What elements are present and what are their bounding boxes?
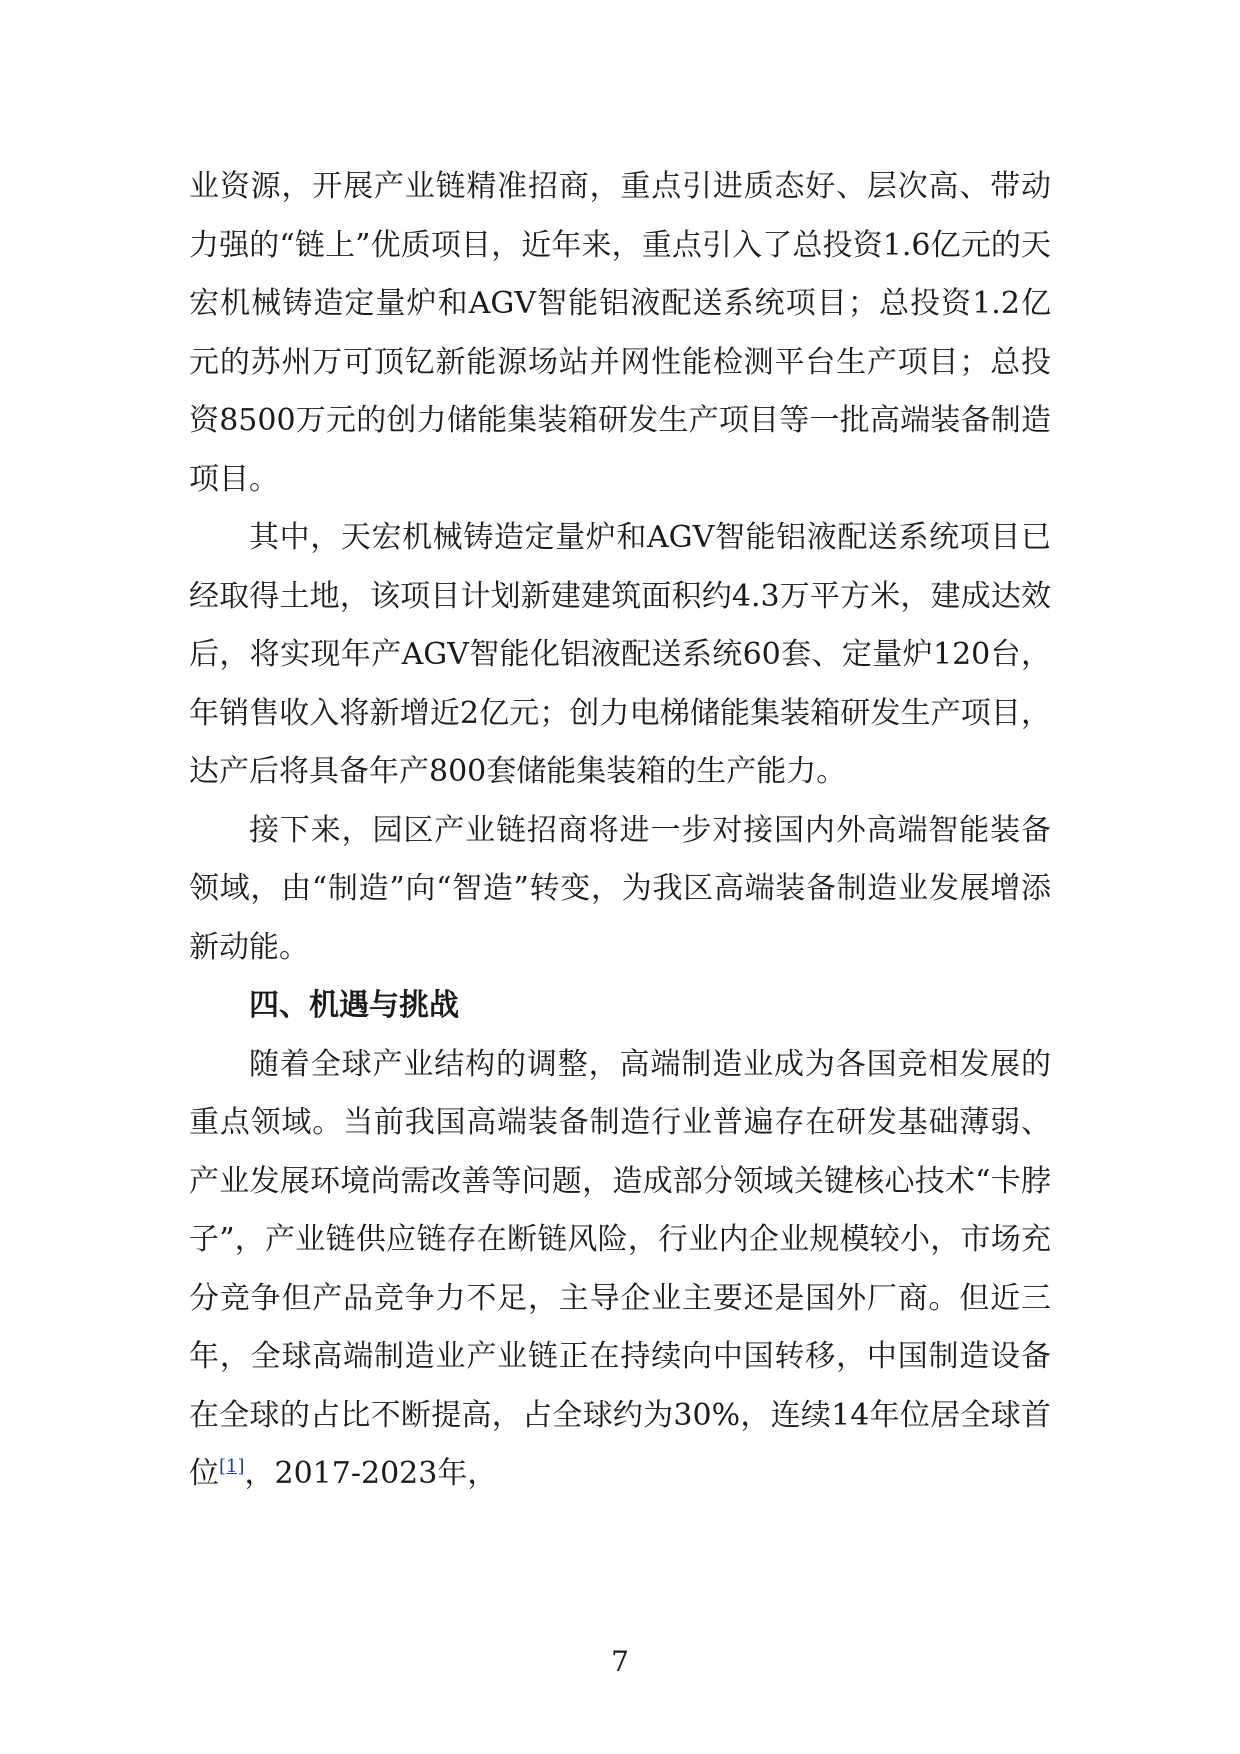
paragraph-opportunities-tail: ，2017-2023年， — [244, 1456, 498, 1491]
page-number: 7 — [611, 1645, 629, 1678]
paragraph-opportunities-text: 随着全球产业结构的调整，高端制造业成为各国竞相发展的重点领域。当前我国高端装备制造行业普遍存在研发基础薄弱、产业发展环境尚需改善等问题，造成部分领域关键核心技术“卡脖子”，产业链供应链存在断链风险，行业内企业规模较小，市场充分竞争但产品竞争力不足，主导企业主要还是国外厂商。但近三年，全球高端制造业产业链正在持续向中国转移，中国制造设备在全球的占比不断提高，占全球约为30%，连续14年位居全球首位 — [189, 1046, 1051, 1491]
section-heading: 四、机遇与挑战 — [249, 988, 459, 1023]
footnote-reference-link[interactable]: [1] — [219, 1456, 245, 1477]
body-text — [189, 158, 1051, 1504]
paragraph-tianhong-project: 其中，天宏机械铸造定量炉和AGV智能铝液配送系统项目已经取得土地，该项目计划新建建筑面积约4.3万平方米，建成达效后，将实现年产AGV智能化铝液配送系统60套、定量炉120台，年销售收入将新增近2亿元；创力电梯储能集装箱研发生产项目，达产后将具备年产800套储能集装箱的生产能力。 — [189, 520, 1051, 789]
paragraph-opportunities — [189, 1036, 1051, 1504]
paragraph-continuation: 业资源，开展产业链精准招商，重点引进质态好、层次高、带动力强的“链上”优质项目，近年来，重点引入了总投资1.6亿元的天宏机械铸造定量炉和AGV智能铝液配送系统项目；总投资1.2亿元的苏州万可顶钇新能源场站并网性能检测平台生产项目；总投资8500万元的创力储能集装箱研发生产项目等一批高端装备制造项目。 — [189, 169, 1051, 497]
paragraph-next-steps: 接下来，园区产业链招商将进一步对接国内外高端智能装备领域，由“制造”向“智造”转变，为我区高端装备制造业发展增添新动能。 — [189, 812, 1051, 965]
